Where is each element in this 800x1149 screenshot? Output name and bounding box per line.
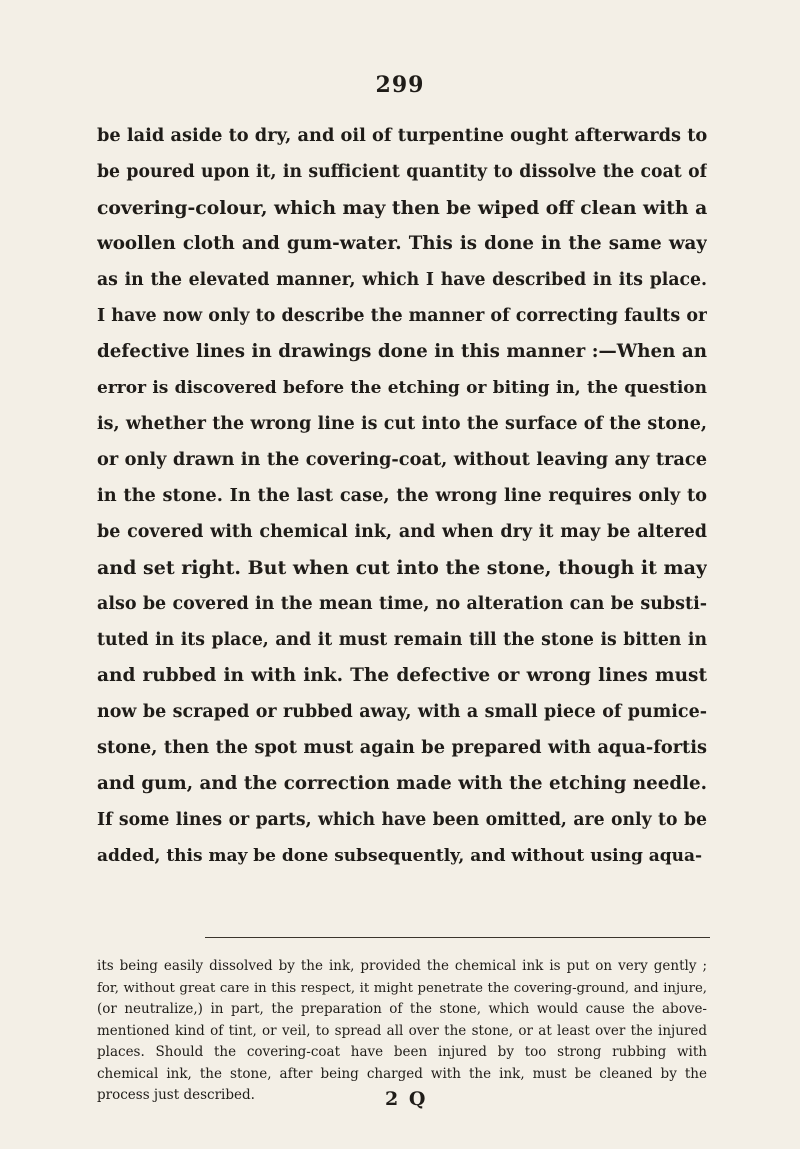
footnote-line: (or neutralize,) in part, the preparation of the stone, which would cause the above-: [97, 1001, 707, 1017]
footnote-line: chemical ink, the stone, after being charged with the ink, must be cleaned by the: [97, 1065, 707, 1082]
footnote-line: mentioned kind of tint, or veil, to spread all over the stone, or at least over the injured: [97, 1022, 707, 1039]
text-line: I have now only to describe the manner of correcting faults or: [97, 306, 707, 326]
text-line: in the stone. In the last case, the wrong line requires only to: [97, 485, 707, 506]
text-line: also be covered in the mean time, no alteration can be substi-: [97, 594, 707, 614]
text-line: or only drawn in the covering-coat, without leaving any trace: [97, 449, 707, 470]
text-line: and gum, and the correction made with the etching needle.: [97, 773, 707, 794]
footnote-line: process just described.: [97, 1087, 255, 1103]
footnote-line: its being easily dissolved by the ink, provided the chemical ink is put on very gently ;: [97, 958, 707, 974]
text-line: now be scraped or rubbed away, with a small piece of pumice-: [97, 702, 707, 722]
text-line: If some lines or parts, which have been omitted, are only to be: [97, 810, 707, 830]
text-line: is, whether the wrong line is cut into the surface of the stone,: [97, 414, 707, 434]
footnote: [97, 956, 707, 1107]
text-line: error is discovered before the etching or biting in, the question: [97, 378, 707, 398]
text-line: tuted in its place, and it must remain till the stone is bitten in: [97, 630, 707, 650]
text-line: covering-colour, which may then be wiped off clean with a: [97, 197, 707, 219]
text-line: as in the elevated manner, which I have described in its place.: [97, 270, 707, 290]
signature-mark: 2 Q: [385, 1088, 428, 1110]
text-line: added, this may be done subsequently, and without using aqua-: [97, 846, 703, 866]
text-line: stone, then the spot must again be prepared with aqua-fortis: [97, 737, 707, 758]
text-line: woollen cloth and gum-water. This is done in the same way: [97, 233, 707, 254]
text-line: be laid aside to dry, and oil of turpentine ought afterwards to: [97, 125, 707, 146]
footnote-line: for, without great care in this respect, it might penetrate the covering-ground, and injure,: [97, 980, 707, 996]
text-line: defective lines in drawings done in this manner :—When an: [97, 341, 707, 362]
main-text: [97, 118, 707, 874]
footnote-line: places. Should the covering-coat have been injured by too strong rubbing with: [97, 1044, 707, 1060]
footnote-divider: [205, 937, 710, 938]
text-line: and set right. But when cut into the stone, though it may: [97, 557, 707, 579]
text-line: be poured upon it, in sufficient quantity to dissolve the coat of: [97, 162, 707, 182]
page-number: 299: [375, 72, 425, 98]
text-line: be covered with chemical ink, and when dry it may be altered: [97, 522, 707, 542]
text-line: and rubbed in with ink. The defective or wrong lines must: [97, 665, 707, 686]
